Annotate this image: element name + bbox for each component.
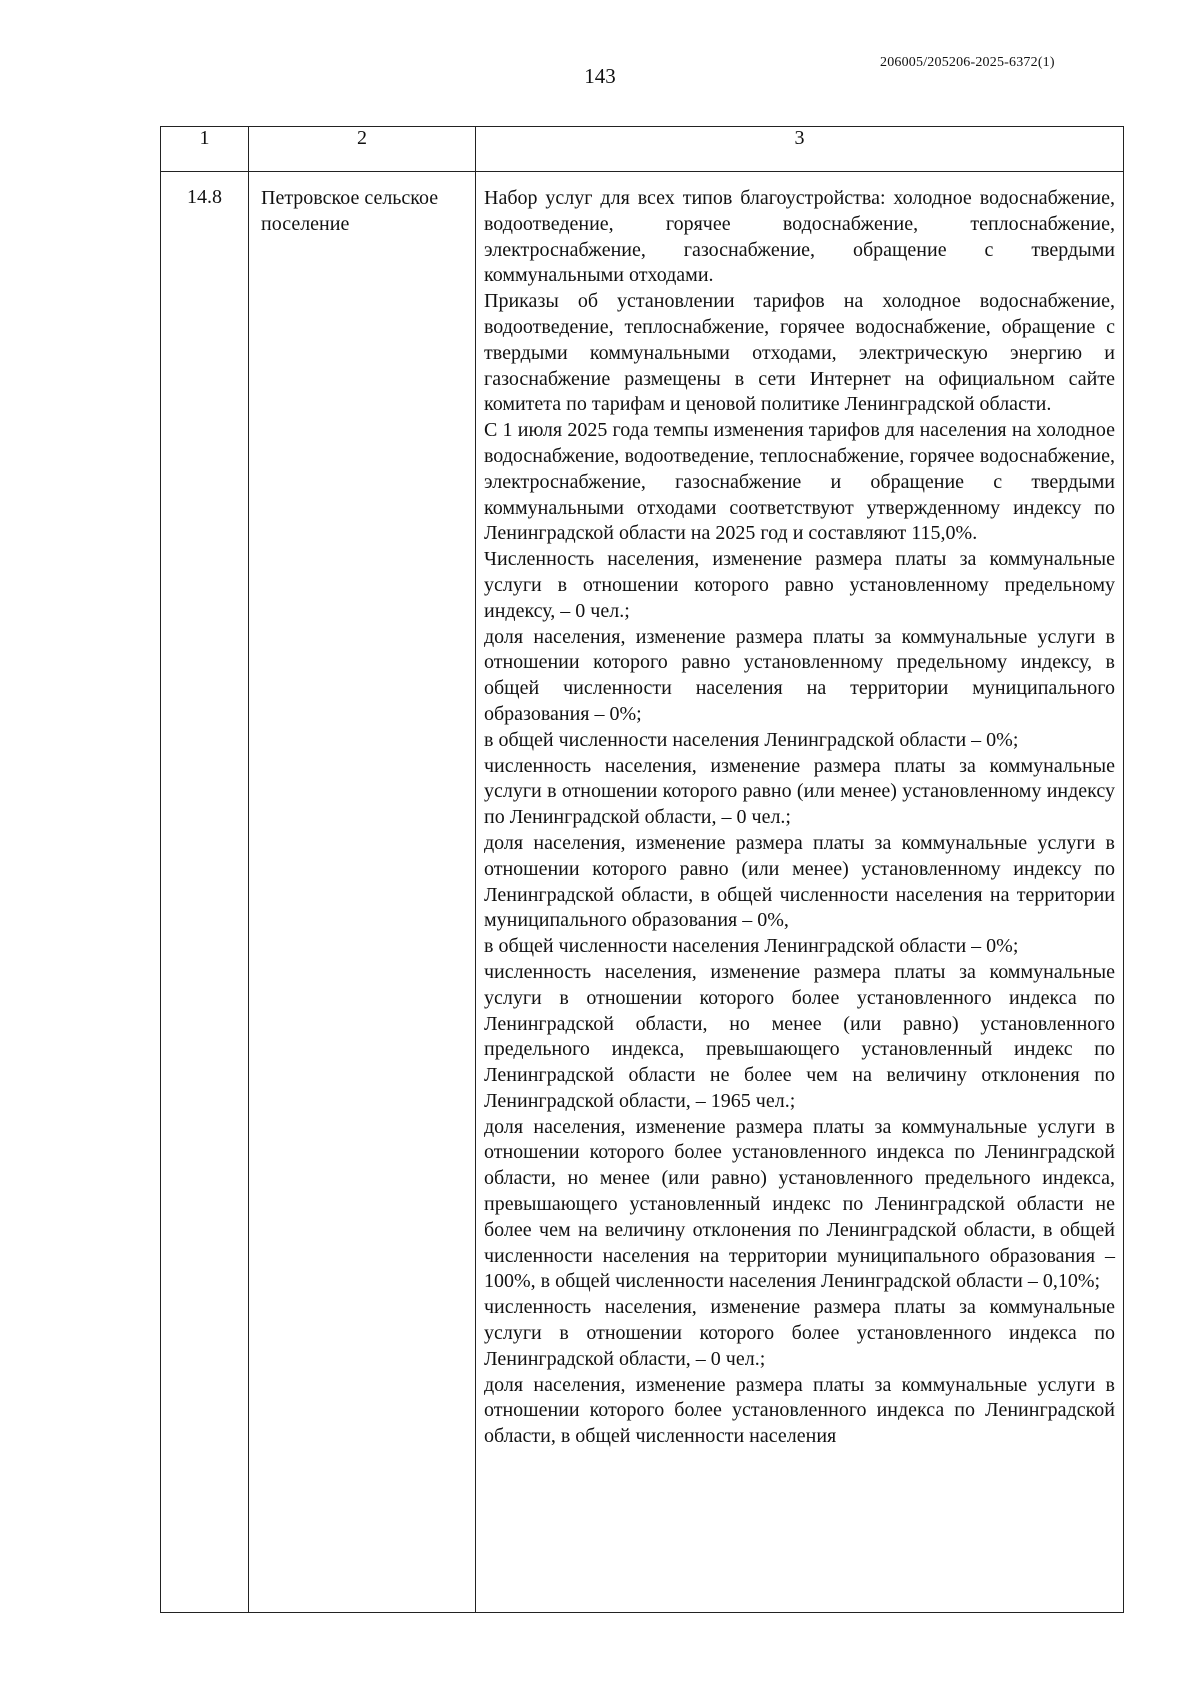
description-cell <box>476 172 1124 1613</box>
paragraph: Приказы об установлении тарифов на холодное водоснабжение, водоотведение, теплоснабжение, горячее водоснабжение, обращение с твердыми коммунальными отходами, электрическую энергию и газоснабжение размещены в сети Интернет на официальном сайте комитета по тарифам и ценовой политике Ленинградской области. <box>484 290 1115 416</box>
paragraph: численность населения, изменение размера платы за коммунальные услуги в отношении которого более установленного индекса по Ленинградской области, но менее (или равно) установленного предельного индекса, превышающего установленный индекс по Ленинградской области не более чем на величину отклонения по Ленинградской области, – 1965 чел.; <box>484 960 1115 1112</box>
document-code: 206005/205206-2025-6372(1) <box>880 55 1055 70</box>
paragraph: С 1 июля 2025 года темпы изменения тарифов для населения на холодное водоснабжение, водоотведение, теплоснабжение, горячее водоснабжение, электроснабжение, газоснабжение и обращение с твердыми коммунальными отходами соответствуют утвержденному индексу по Ленинградской области на 2025 год и составляют 115,0%. <box>484 419 1115 545</box>
paragraph: в общей численности населения Ленинградской области – 0%; <box>484 728 1019 751</box>
table-header-row <box>161 127 1124 172</box>
paragraph: Набор услуг для всех типов благоустройства: холодное водоснабжение, водоотведение, горячее водоснабжение, теплоснабжение, электроснабжение, газоснабжение, обращение с твердыми коммунальными отходами. <box>484 187 1115 287</box>
paragraph: Численность населения, изменение размера платы за коммунальные услуги в отношении которого равно установленному предельному индексу, – 0 чел.; <box>484 548 1115 622</box>
row-number: 14.8 <box>161 172 249 1613</box>
paragraph: доля населения, изменение размера платы за коммунальные услуги в отношении которого более установленного индекса по Ленинградской области, но менее (или равно) установленного предельного индекса, превышающего установленный индекс по Ленинградской области не более чем на величину отклонения по Ленинградской области, в общей численности населения на территории муниципального образования – 100%, в общей численности населения Ленинградской области – 0,10%; <box>484 1115 1115 1293</box>
column-header-1: 1 <box>161 127 249 172</box>
paragraph: численность населения, изменение размера платы за коммунальные услуги в отношении которого равно (или менее) установленному индексу по Ленинградской области, – 0 чел.; <box>484 754 1115 829</box>
settlement-name: Петровское сельское поселение <box>249 172 476 1613</box>
paragraph: численность населения, изменение размера платы за коммунальные услуги в отношении которого более установленного индекса по Ленинградской области, – 0 чел.; <box>484 1296 1115 1370</box>
paragraph: доля населения, изменение размера платы за коммунальные услуги в отношении которого равно (или менее) установленному индексу по Ленинградской области, в общей численности населения на территории муниципального образования – 0%, <box>484 831 1115 932</box>
paragraph: доля населения, изменение размера платы за коммунальные услуги в отношении которого равно установленному предельному индексу, в общей численности населения на территории муниципального образования – 0%; <box>484 625 1115 725</box>
page-number: 143 <box>584 64 616 88</box>
column-header-2: 2 <box>249 127 476 172</box>
tariff-table <box>160 126 1124 1613</box>
column-header-3: 3 <box>476 127 1124 172</box>
table-row <box>161 172 1124 1613</box>
paragraph: доля населения, изменение размера платы за коммунальные услуги в отношении которого более установленного индекса по Ленинградской области, в общей численности населения <box>484 1373 1115 1448</box>
paragraph: в общей численности населения Ленинградской области – 0%; <box>484 935 1019 958</box>
